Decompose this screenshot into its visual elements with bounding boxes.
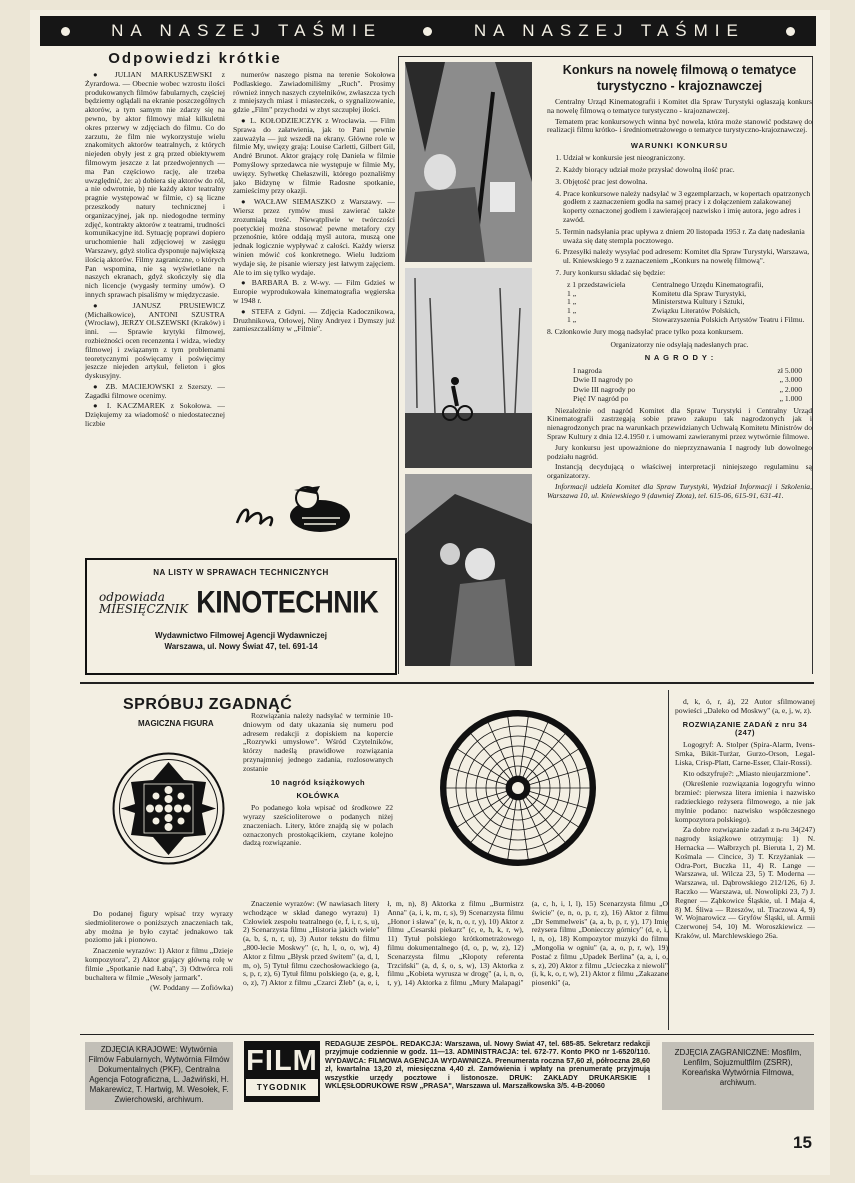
- kolowka-label: KOŁÓWKA: [296, 791, 340, 801]
- bullet-dot-icon: [423, 27, 432, 36]
- film-subtitle: TYGODNIK: [246, 1079, 318, 1096]
- kolowka-clues: [243, 900, 668, 1028]
- rule-8-text: Członkowie Jury mogą nadsyłać prace tylko poza konkursem.: [554, 326, 744, 336]
- column-divider: [812, 56, 813, 674]
- section-divider: [80, 682, 814, 684]
- jury-count: 1 „: [567, 297, 577, 307]
- closing-paragraph: Niezależnie od nagród Komitet dla Spraw Turystyki i Centralny Urząd Kinematografii zastrzegają sobie prawo zakupu tak nagrodzonych jak i nienagrodzonych prac na warunkach przewidzianych Uchwałą Komitetu Ministrów do Spraw Kultury z dnia 12.4.1950 r. i umowami zawieranymi przez wytwórnie filmowe.: [547, 406, 812, 441]
- footer-rule: [80, 1034, 814, 1035]
- jury-body: Komitetu dla Spraw Turystyki,: [652, 288, 747, 298]
- prize-name: Dwie II nagrody po: [573, 375, 633, 385]
- jury-body: Stowarzyszenia Polskich Artystów Teatru i Filmu.: [652, 314, 805, 324]
- odpowiedzi-column-2: [233, 71, 395, 476]
- warunki-label: WARUNKI KONKURSU: [630, 141, 729, 151]
- answer-paragraph: ● ZB. MACIEJOWSKI z Szerszy. — Zagadki filmowe ocenimy.: [85, 381, 225, 400]
- jury-list: [547, 281, 812, 325]
- prize-amount: „ 1.000: [779, 394, 802, 404]
- konkurs-title: Konkurs na nowelę filmową o tematyce turystyczno - krajoznawczej: [562, 63, 797, 93]
- konkurs-intro: [547, 98, 812, 137]
- prize-name: Dwie III nagrody po: [573, 384, 636, 394]
- frame-top-rule: [398, 56, 813, 57]
- konkurs-article: [547, 62, 812, 503]
- rule-item: 6. Przesyłki należy wysyłać pod adresem: Komitet dla Spraw Turystyki, Warszawa, ul. Kniewskiego 9 z zaznaczeniem „Konkurs na nowelę filmową".: [563, 248, 812, 266]
- kinotechnik-line-1: odpowiada: [99, 589, 165, 604]
- rule-item: 7. Jury konkursu składać się będzie:: [563, 269, 812, 278]
- photo-mountain-hikers: [405, 474, 532, 666]
- photo-cyclists: [405, 268, 532, 468]
- kinotechnik-logo-row: [99, 584, 395, 620]
- rule-item: 3. Objętość prac jest dowolna.: [563, 178, 812, 187]
- film-logo: FILM: [246, 1045, 318, 1077]
- cartoon-signature-drawing: [232, 478, 362, 538]
- konkurs-note: Organizatorzy nie odsyłają nadesłanych prac.: [610, 339, 749, 349]
- column-divider: [668, 690, 669, 1030]
- answer-paragraph: ● BARBARA B. z W-wy. — Film Gdzieś w Europie wyprodukowała kinematografia węgierska w 1948 r.: [233, 278, 395, 305]
- zdjecia-krajowe-box: ZDJĘCIA KRAJOWE: Wytwórnia Filmów Fabularnych, Wytwórnia Filmów Dokumentalnych (PKF), Centralna Agencja Fotograficzna, L. Jaźwiński, H. Makarewicz, T. Hartwig, M. Wesołek, F. Zwierchowski, archiwum.: [85, 1042, 233, 1110]
- clue-continuation: d, k, ó, r, á), 22 Autor sfilmowanej powieści „Daleko od Moskwy" (a, e, j, w, z).: [675, 698, 815, 715]
- prize-amount: „ 2.000: [779, 384, 802, 394]
- jury-row: [567, 316, 812, 325]
- konkurs-intro-1: Centralny Urząd Kinematografii i Komitet dla Spraw Turystyki ogłaszają konkurs na nowelę filmową o tematyce turystyczno - krajoznawczej.: [547, 98, 812, 115]
- kinotechnik-publisher: [87, 630, 395, 652]
- odpowiedzi-title: Odpowiedzi krótkie: [108, 50, 282, 67]
- rozwiazania-label: ROZWIĄZANIE ZADAŃ z nru 34 (247): [682, 719, 808, 738]
- bullet-dot-icon: [786, 27, 795, 36]
- page-number: 15: [793, 1133, 812, 1152]
- prize-row: [547, 385, 812, 395]
- konkurs-intro-2: Tematem prac konkursowych winna być nowela, która może stanowić podstawę do realizacji filmu krótko- i średniometrażowego o tematyce turystyczno-krajoznawczej.: [547, 116, 812, 135]
- banner-text-right: NA NASZEJ TAŚMIE: [473, 21, 745, 40]
- film-logo-box: [244, 1041, 320, 1102]
- answer-paragraph: ● I. KACZMAREK z Sokołowa. — Dziękujemy za wiadomość o niedostatecznej liczbie: [85, 401, 225, 429]
- solution-paragraph: Logogryf: A. Stolper (Spira-Alarm, Ivens-Srnka, Bikit-Turżar, Gurzo-Orson, Legal-Liska, Crisp-Platt, Carne-Esser, Clair-Rossi).: [675, 740, 815, 767]
- prize-list: [547, 366, 812, 404]
- rule-item: 5. Termin nadsyłania prac upływa z dniem 20 listopada 1953 r. Za datę nadesłania uważa się datę stempla pocztowego.: [563, 228, 812, 246]
- magic-figure-clues: Znaczenie wyrazów: 1) Aktor z filmu „Dzieje kompozytora", 2) Aktor grający główną rolę w filmie „Spotkanie nad Łabą", 3) Odtwórca roli buchaltera w filmie „Wesoły jarmark".: [85, 946, 233, 982]
- zdjecia-zagraniczne-box: ZDJĘCIA ZAGRANICZNE: Mosfilm, Lenfilm, Sojuzmultfilm (ZSRR), Koreańska Wytwórnia Filmowa, archiwum.: [662, 1042, 814, 1110]
- jury-body: Centralnego Urzędu Kinematografii,: [652, 279, 764, 289]
- solution-paragraph: Kto odszyfruje?: „Miasto nieujarzmione".: [683, 768, 811, 778]
- jury-body: Ministerstwa Kultury i Sztuki,: [652, 297, 745, 307]
- jury-count: 1 „: [567, 288, 577, 298]
- jury-count: 1 „: [567, 314, 577, 324]
- prize-name: Pięć IV nagród po: [573, 394, 629, 404]
- answer-paragraph: ● JANUSZ PRUSIEWICZ (Michałkowice), ANTONI SZUSTRA (Wrocław), JERZY OLSZEWSKI (Kraków) i inni. — Sprawie krytyki filmowej, rozbieżności ocen recenzenta i widza, wiedzy filmowej i związanym z tym problemami teoretycznymi poświęcamy i poświęcimy jeszcze niejeden artykuł, felieton i głos dyskusyjny.: [85, 300, 225, 381]
- sprobuj-rules: Rozwiązania należy nadsyłać w terminie 10-dniowym od daty ukazania się numeru pod adresem redakcji z dopiskiem na kopercie „Rozrywki umysłowe". Wśród Czytelników, którzy nadeślą prawidłowe rozwiązania przynajmniej jednego zadania, rozlosowanych zostanie: [243, 712, 393, 773]
- kinotechnik-header: NA LISTY W SPRAWACH TECHNICZNYCH: [153, 568, 329, 577]
- prize-row: [547, 375, 812, 385]
- photo-hikers-picnic: [405, 62, 532, 262]
- magic-figure-text: [85, 910, 233, 1020]
- section-banner: [40, 16, 816, 46]
- prize-name: I nagroda: [573, 365, 602, 375]
- magic-figure-instructions: Do podanej figury wpisać trzy wyrazy siedmioliterowe o poniższych znaczeniach tak, aby można je było czytać jednakowo tak poziomo jak i pionowo.: [85, 910, 233, 945]
- banner-text-left: NA NASZEJ TAŚMIE: [111, 21, 383, 40]
- winners-paragraph: Za dobre rozwiązanie zadań z n-ru 34(247) nagrody książkowe otrzymują: 1) N. Hernacka — Wałbrzych pl. Bieruta 1, 2) M. Kośmala — Cincice, 3) T. Krzyżaniak — Odra-Port, Buczka 11, 4) R. Lange — Warszawa, ul. Wilcza 23, 5) T. Moderna — Warszawa, ul. Dąbrowskiego 212/126, 6) J. Raczko — Warszawa, ul. Nowolipki 23, 7) J. Regner — Ząbkowice Śląskie, ul. I Maja 4, 8) M. Śliwa — Rzeszów, ul. Traczowa 4, 9) W. Wojnarowicz — Gryfów Śląski, ul. Armii Czerwonej 54, 10) M. Woroszkiewicz — Kraków, ul. Marchlewskiego 26a.: [675, 825, 815, 940]
- sprobuj-title: SPRÓBUJ ZGADNĄĆ: [123, 696, 293, 713]
- magiczna-figura-label: MAGICZNA FIGURA: [138, 719, 214, 728]
- jury-count: 1 „: [567, 306, 577, 316]
- answer-paragraph: ● L. KOŁODZIEJCZYK z Wrocławia. — Film Sprawa do załatwienia, jak to Pani pewnie zauważyła — już wszedł na ekrany. Główne role w filmie My, uwięzy grają: Louise Carletti, Gilbert Gil, André Brunot. Aktor grający rolę Daniela w filmie Pomyślowy sprzedawca nie występuje w filmie My, uwięzy. Sylwetkę Chełaszwili, którego poznaliśmy jako Bidzynę w filmie Radosne spotkanie, zamieścimy przy okazji.: [233, 115, 395, 196]
- prize-amount: „ 3.000: [779, 375, 802, 385]
- closing-paragraph: Instancją decydującą o właściwej interpretacji niniejszego regulaminu są organizatorzy.: [547, 462, 812, 481]
- jury-body: Związku Literatów Polskich,: [652, 306, 740, 316]
- rule-item: 1. Udział w konkursie jest nieograniczony.: [563, 154, 812, 163]
- prize-amount: zł 5.000: [777, 365, 802, 375]
- answer-paragraph: ● STEFA z Gdyni. — Zdjęcia Kadocznikowa, Druzhnikowa, Orłowej, Niny Andryez i Dymszy już zamieszczaliśmy w „Filmie".: [233, 306, 395, 334]
- kinotechnik-name: KINOTECHNIK: [196, 584, 379, 620]
- redakcja-imprint: REDAGUJE ZESPÓŁ. REDAKCJA: Warszawa, ul. Nowy Świat 47, tel. 685-85. Sekretarz redakcji przyjmuje codziennie w godz. 11—13. ADMINISTRACJA: tel. 672-77. Konto PKO nr 1-6520/110. WYDAWCA: FILMOWA AGENCJA WYDAWNICZA. Prenumerata roczna 57,60 zł, półroczna 28,60 zł, kwartalna 13,20 zł, miesięczna 4,40 zł. Zamówienia i wpłaty na prenumeratę przyjmują wszystkie urzędy pocztowe i listonosze. DRUK: ZAKŁADY DRUKARSKIE I WKLĘSŁODRUKOWE RSW „PRASA", Warszawa ul. Marszałkowska 3/5. 4-B-20060: [325, 1040, 650, 1091]
- answer-paragraph: ● WACŁAW SIEMASZKO z Warszawy. — Wiersz przez rymów musi zawierać także zrozumiałą treść. Niewątpliwie w twórczości poetyckiej można stosować pewne metafory czy przenośnie, które oddają myśl autora, muszą one jednak logicznie wypływać z całości. Każdy wiersz winien mówić coś konkretnego. Wielu ludziom wydaje się, że pisanie wierszy jest łatwym zajęciem. Ale to im się tylko wydaje.: [233, 197, 395, 277]
- answer-paragraph: numerów naszego pisma na terenie Sokołowa Podlaskiego. Zawiadomiliśmy „Ruch". Prosimy również innych naszych czytelników, zwłaszcza tych z mniejszych miast i miasteczek, o sygnalizowanie, gdzie „Film" przychodzi w zbyt szczupłej ilości.: [233, 71, 395, 115]
- sprobuj-instructions: [243, 712, 393, 900]
- prize-row: [547, 366, 812, 376]
- nagrody-label: N A G R O D Y :: [644, 352, 715, 362]
- rozwiazania-column: [675, 698, 815, 1028]
- closing-paragraph: Informacji udziela Komitet dla Spraw Turystyki, Wydział Informacji i Szkolenia, Warszawa 10, ul. Kniewskiego 9 (dawniej Złota), tel. 615-06, 615-91, 631-41.: [547, 481, 812, 500]
- solution-paragraph: (Określenie rozwiązania logogryfu winno brzmieć: pierwsza litera imienia i nazwisko radzieckiego reżysera filmowego, a nie jak mylnie podano: nazwisko współczesnego kompozytora polskiego).: [675, 779, 815, 824]
- closing-paragraph: Jury konkursu jest upoważnione do nieprzyznawania I nagrody lub dowolnego podziału nagród.: [547, 442, 812, 461]
- kinotechnik-line-2: MIESIĘCZNIK: [99, 601, 189, 616]
- rule-item: 2. Każdy biorący udział może przysłać dowolną ilość prac.: [563, 166, 812, 175]
- kinotechnik-pub-line-2: Warszawa, ul. Nowy Świat 47, tel. 691-14: [164, 642, 318, 651]
- kinotechnik-pub-line-1: Wydawnictwo Filmowej Agencji Wydawniczej: [155, 631, 327, 640]
- rule-8: 8. Członkowie Jury mogą nadsyłać prace tylko poza konkursem.: [547, 326, 744, 336]
- answer-paragraph: ● JULIAN MARKUSZEWSKI z Żyrardowa. — Obecnie wobec wzrostu ilości produkowanych filmów fabularnych, częściej będziemy oglądali na ekranie poszczególnych aktorów, a tym samym nie zdarzy się na pewno, by aktor filmowy miał kilkuletni okres przerwy w zdjęciach do filmu. Co do zarzutu, że film nie wykorzystuje wielu znakomitych aktorów teatralnych, z których niejeden obyły jest z grą przed obiektywem filmowym jeszcze z lat przedwojennych — ma Pan częściowo rację, ale trzeba uwzględnić, że: a) dobiera się aktorów do ról, a nie odwrotnie, b) nie każdy aktor teatralny pragnie występować w filmie, c) są liczne przeszkody natury technicznej i organizacyjnej, jak np. niedogodne terminy zdjęć, kontrakty aktorów z teatrami, trudności komunikacyjne itd. Sytuację poprawi dopiero uruchomienie hali zdjęciowej w zasięgu Warszawy, gdyż stolica dysponuje największą ilością aktorów. Filmy zagraniczne, o których Pan wspomina, nie są wyświetlane na naszych ekranach, gdyż skończyły się dla nich licencje (wygasły terminy umów). O innych sprawach pisaliśmy w międzyczasie.: [85, 71, 225, 299]
- konkurs-rules: [547, 154, 812, 278]
- prize-line: 10 nagród książkowych: [270, 777, 366, 787]
- kolowka-clue-text: Znaczenie wyrazów: (W nawiasach litery wchodzące w skład danego wyrazu) 1) Człowiek zespołu teatralnego (e, f, i, r, s, u), 2) Scenarzysta filmu „Historia jakich wiele" (a, b, ś, n, r, u), 3) Autor tekstu do filmu „800-lecie Moskwy" (c, h, l, o, o, w), 4) Aktor z filmu „Błysk przed świtem" (a, d, l, m, o), 5) Tytuł filmu czechosłowackiego (a, s, p, r, z), 6) Tytuł filmu polskiego (a, e, g, ł, o, z), 7) Aktor z filmu „Czarci Żleb" (a, e, i, ł, m, n), 8) Aktorka z filmu „Burmistrz Anna" (a, i, k, m, r, s), 9) Scenarzysta filmu „Honor i sława" (e, k, n, o, r, y), 10) Aktor z filmu „Cesarski piekarz" (c, e, h, k, r, w), 11) Tytuł polskiego krótkometrażowego filmu dokumentalnego (d, o, p, w, z), 12) Scenarzysta filmu „Kłopoty referenta Trzciński" (a, d, ś, o, s, w), 13) Aktorka z filmu „Kobieta wyrusza w drogę" (a, i, n, o, t, y), 14) Aktorka z filmu „Mury Malapagi" (a, c, h, i, l, l), 15) Scenarzysta filmu „O świcie" (e, n, o, p, r, z), 16) Aktor z filmu „Dr Semmelweis" (a, a, b, p, r, y), 17) Imię reżysera filmu „Doniecczy górnicy" (d, e, i, l, n, o), 18) Kompozytor muzyki do filmu „Mongolia w ogniu" (a, a, o, p, r, w), 19) Postać z filmu „Upadek Berlina" (a, a, i, o, s, z), 20) Aktor z filmu „Ucieczka z niewoli" (i, k, k, o, r, w), 21) Aktor z filmu „Zakazane piosenki" (a,: [243, 900, 668, 988]
- jury-count: z 1 przedstawiciela: [567, 279, 626, 289]
- prize-row: [547, 394, 812, 404]
- kolowka-wheel-puzzle: [428, 708, 608, 868]
- wheel-hub-center: [512, 782, 524, 794]
- odpowiedzi-column-1: [85, 71, 225, 541]
- kolowka-instructions: Po podanego koła wpisać od środkowe 22 wyrazy sześcioliterowe o podanych niżej znaczeniach. Litery, które znajdą się w polach oznaczonych prostokącikiem, czytane kolejno dadzą rozwiązanie.: [243, 803, 393, 848]
- bullet-dot-icon: [61, 27, 70, 36]
- magic-figure-puzzle: [112, 752, 225, 865]
- kinotechnik-advert: [85, 558, 397, 675]
- column-divider: [398, 56, 399, 674]
- konkurs-closing: [547, 407, 812, 503]
- rule-item: 4. Prace konkursowe należy nadsyłać w 3 egzemplarzach, w kopertach opatrzonych godłem z zaznaczeniem godła na samej pracy i z dołączeniem zalakowanej koperty oznaczonej godłem i zawierającej nazwisko i imię autora, jego adres i zawód.: [563, 190, 812, 225]
- magic-figure-author: (W. Poddany — Zofiówka): [150, 983, 233, 993]
- kinotechnik-tagline: [99, 591, 188, 615]
